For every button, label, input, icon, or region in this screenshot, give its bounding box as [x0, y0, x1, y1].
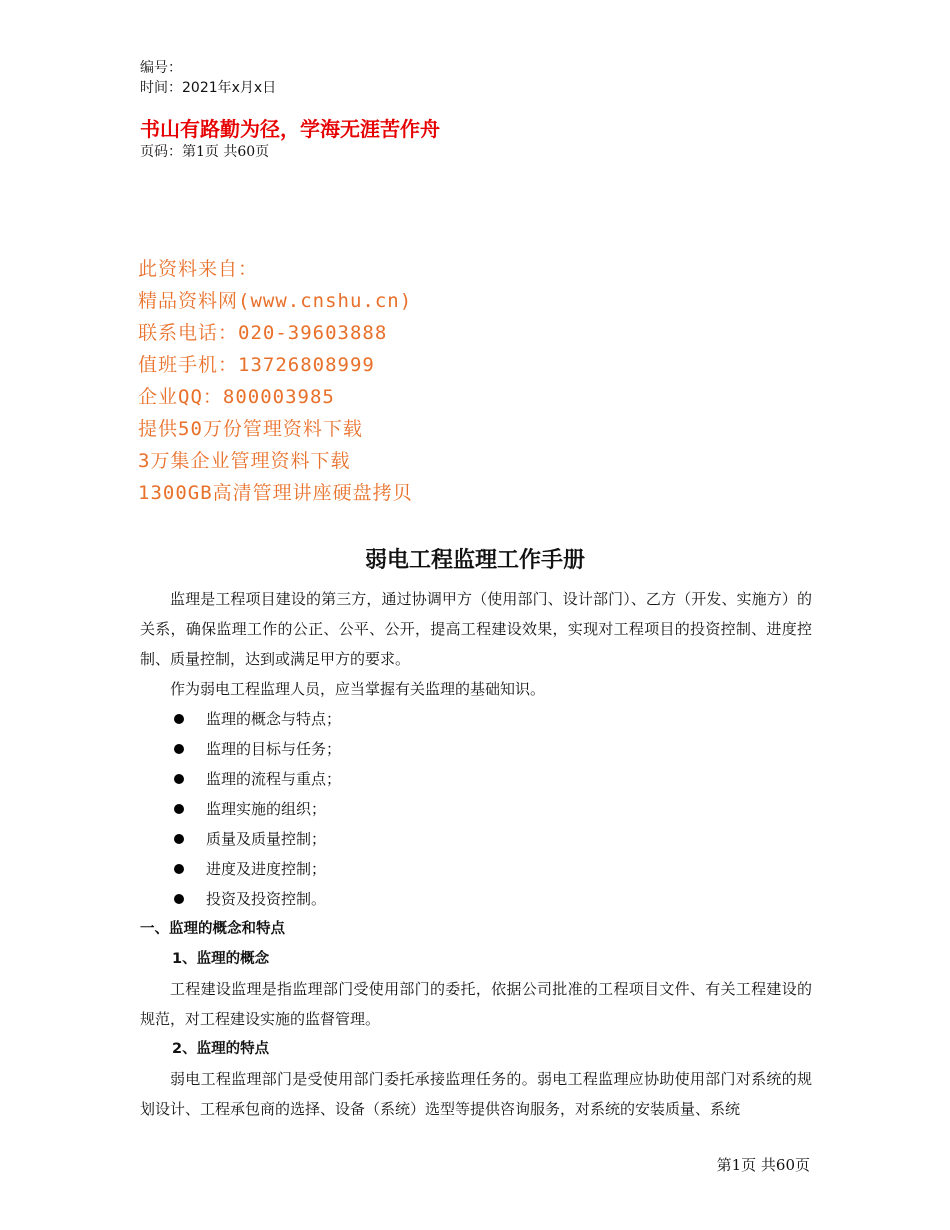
document-number-label: 编号： — [140, 60, 182, 76]
page-footer: 第1页 共60页 — [716, 1156, 810, 1174]
ad-line: 提供50万份管理资料下载 — [138, 418, 363, 440]
section-paragraph: 弱电工程监理部门是受使用部门委托承接监理任务的。弱电工程监理应协助使用部门对系统的规划设计、工程承包商的选择、设备（系统）选型等提供咨询服务，对系统的安装质量、系统 — [140, 1070, 812, 1118]
list-item-text: 监理的流程与重点； — [206, 770, 342, 788]
bullet-icon — [174, 804, 184, 814]
list-item-text: 监理实施的组织； — [206, 800, 327, 818]
source-ad-block — [138, 253, 413, 509]
page-code-label: 页码：第1页 共60页 — [140, 144, 270, 160]
ad-line: 值班手机：13726808999 — [138, 354, 375, 376]
list-item — [140, 764, 812, 794]
motto-heading: 书山有路勤为径，学海无涯苦作舟 — [140, 117, 440, 141]
list-item-text: 监理的概念与特点； — [206, 710, 342, 728]
bullet-icon — [174, 744, 184, 754]
document-time-label: 时间：2021年x月x日 — [140, 80, 277, 96]
subsection-heading: 2、监理的特点 — [172, 1041, 270, 1057]
subsection-heading: 1、监理的概念 — [172, 951, 270, 967]
list-item-text: 进度及进度控制； — [206, 860, 327, 878]
list-item — [140, 794, 812, 824]
topic-list — [140, 704, 812, 914]
ad-line: 此资料来自： — [138, 258, 259, 280]
ad-line: 1300GB高清管理讲座硬盘拷贝 — [138, 482, 413, 504]
list-item-text: 质量及质量控制； — [206, 830, 327, 848]
bullet-icon — [174, 834, 184, 844]
list-item — [140, 854, 812, 884]
list-item — [140, 824, 812, 854]
section-heading: 一、监理的概念和特点 — [140, 921, 285, 937]
document-body — [140, 584, 812, 1124]
list-item-text: 监理的目标与任务； — [206, 740, 342, 758]
list-item — [140, 704, 812, 734]
intro-paragraph: 监理是工程项目建设的第三方，通过协调甲方（使用部门、设计部门）、乙方（开发、实施方）的关系，确保监理工作的公正、公平、公开，提高工程建设效果，实现对工程项目的投资控制、进度控制、质量控制，达到或满足甲方的要求。 — [140, 590, 812, 668]
list-item — [140, 884, 812, 914]
intro-paragraph: 作为弱电工程监理人员，应当掌握有关监理的基础知识。 — [170, 680, 546, 698]
list-item — [140, 734, 812, 764]
ad-line: 企业QQ：800003985 — [138, 386, 335, 408]
bullet-icon — [174, 894, 184, 904]
document-title: 弱电工程监理工作手册 — [364, 547, 585, 573]
bullet-icon — [174, 714, 184, 724]
section-paragraph: 工程建设监理是指监理部门受使用部门的委托，依据公司批准的工程项目文件、有关工程建设的规范，对工程建设实施的监督管理。 — [140, 980, 812, 1028]
ad-line: 精品资料网(www.cnshu.cn) — [138, 290, 413, 312]
ad-line: 联系电话：020-39603888 — [138, 322, 388, 344]
bullet-icon — [174, 864, 184, 874]
list-item-text: 投资及投资控制。 — [206, 890, 327, 908]
bullet-icon — [174, 774, 184, 784]
ad-line: 3万集企业管理资料下载 — [138, 450, 351, 472]
